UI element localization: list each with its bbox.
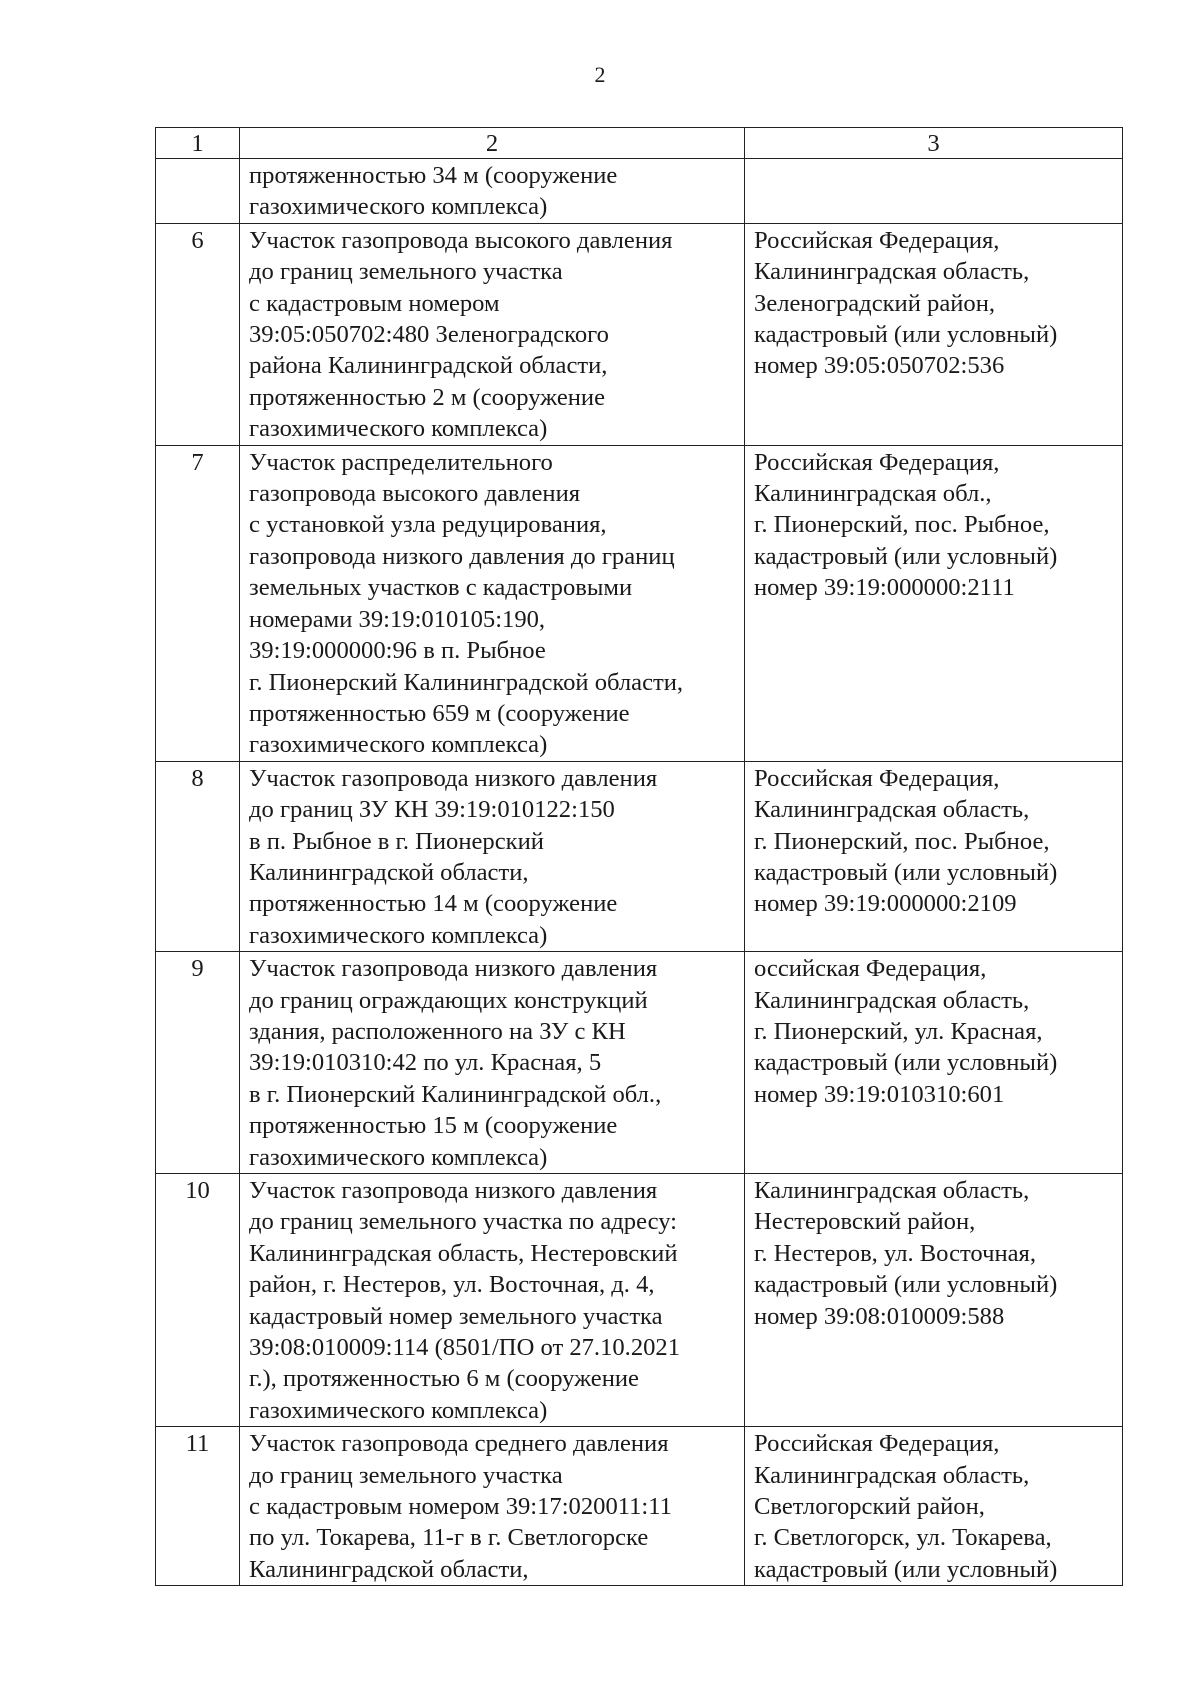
property-table: [155, 127, 1123, 1586]
description-line: Калининградской области,: [249, 1555, 529, 1583]
description-cell: [240, 761, 745, 951]
description-line: протяженностью 659 м (сооружение: [249, 699, 630, 727]
address-line: Калининградская область,: [754, 986, 1030, 1014]
address-line: номер 39:19:000000:2111: [754, 574, 1015, 602]
address-line: Нестеровский район,: [754, 1208, 976, 1236]
description-line: до границ земельного участка: [249, 1461, 563, 1489]
table-row: [156, 1174, 1123, 1427]
description-cell: [240, 223, 745, 445]
address-line: кадастровый (или условный): [754, 1271, 1058, 1299]
description-line: 39:19:000000:96 в п. Рыбное: [249, 637, 546, 665]
description-line: протяженностью 15 м (сооружение: [249, 1112, 618, 1140]
address-line: кадастровый (или условный): [754, 1555, 1058, 1583]
address-line: Российская Федерация,: [754, 448, 1000, 476]
address-line: Калининградская область,: [754, 1461, 1030, 1489]
address-line: номер 39:19:010310:601: [754, 1080, 1005, 1108]
description-line: район, г. Нестеров, ул. Восточная, д. 4,: [249, 1271, 655, 1299]
table-row: [156, 1427, 1123, 1586]
description-line: Участок распределительного: [249, 448, 553, 476]
description-line: района Калининградской области,: [249, 352, 608, 380]
row-number-cell: 7: [156, 445, 240, 761]
description-line: Участок газопровода высокого давления: [249, 226, 673, 254]
description-line: 39:19:010310:42 по ул. Красная, 5: [249, 1049, 602, 1077]
description-line: газохимического комплекса): [249, 1143, 548, 1171]
description-line: с установкой узла редуцирования,: [249, 511, 607, 539]
table-row: [156, 761, 1123, 951]
description-line: в п. Рыбное в г. Пионерский: [249, 827, 544, 855]
description-line: газохимического комплекса): [249, 1396, 548, 1424]
description-line: газохимического комплекса): [249, 921, 548, 949]
description-line: Участок газопровода низкого давления: [249, 955, 658, 983]
address-cell: [745, 761, 1123, 951]
header-cell-3: 3: [745, 128, 1123, 159]
description-line: с кадастровым номером: [249, 289, 500, 317]
table-row: [156, 952, 1123, 1174]
address-line: Калининградская обл.,: [754, 480, 992, 508]
table-row: [156, 159, 1123, 224]
address-line: Калининградская область,: [754, 258, 1030, 286]
description-line: номерами 39:19:010105:190,: [249, 605, 546, 633]
address-line: Зеленоградский район,: [754, 289, 996, 317]
description-line: газопровода низкого давления до границ: [249, 542, 675, 570]
description-line: 39:05:050702:480 Зеленоградского: [249, 321, 609, 349]
description-line: газохимического комплекса): [249, 415, 548, 443]
header-cell-2: 2: [240, 128, 745, 159]
row-number-cell: 8: [156, 761, 240, 951]
address-line: оссийская Федерация,: [754, 955, 987, 983]
description-line: кадастровый номер земельного участка: [249, 1302, 663, 1330]
address-line: кадастровый (или условный): [754, 542, 1058, 570]
address-line: Калининградская область,: [754, 1177, 1030, 1204]
description-cell: [240, 952, 745, 1174]
address-cell: [745, 445, 1123, 761]
description-line: до границ ЗУ КН 39:19:010122:150: [249, 796, 615, 824]
description-line: протяженностью 14 м (сооружение: [249, 890, 618, 918]
description-line: с кадастровым номером 39:17:020011:11: [249, 1493, 672, 1521]
table-row: [156, 445, 1123, 761]
description-line: до границ земельного участка по адресу:: [249, 1208, 678, 1236]
description-cell: [240, 1427, 745, 1586]
description-cell: [240, 445, 745, 761]
address-line: г. Нестеров, ул. Восточная,: [754, 1239, 1036, 1267]
description-cell: [240, 1174, 745, 1427]
description-line: в г. Пионерский Калининградской обл.,: [249, 1080, 662, 1108]
address-cell: [745, 1427, 1123, 1586]
description-line: 39:08:010009:114 (8501/ПО от 27.10.2021: [249, 1334, 681, 1362]
description-line: по ул. Токарева, 11-г в г. Светлогорске: [249, 1524, 649, 1552]
description-line: Калининградская область, Нестеровский: [249, 1239, 678, 1267]
description-cell: [240, 159, 745, 224]
page-number: 2: [594, 62, 606, 87]
address-line: г. Пионерский, пос. Рыбное,: [754, 827, 1050, 855]
row-number-cell: 11: [156, 1427, 240, 1586]
description-line: газопровода высокого давления: [249, 480, 581, 508]
description-line: здания, расположенного на ЗУ с КН: [249, 1017, 626, 1045]
address-cell: [745, 159, 1123, 224]
description-line: газохимического комплекса): [249, 193, 548, 221]
description-line: г. Пионерский Калининградской области,: [249, 668, 684, 696]
address-line: Светлогорский район,: [754, 1493, 985, 1521]
address-cell: [745, 952, 1123, 1174]
address-line: г. Пионерский, ул. Красная,: [754, 1017, 1043, 1045]
row-number-cell: [156, 159, 240, 224]
table-row: [156, 223, 1123, 445]
address-line: номер 39:08:010009:588: [754, 1302, 1005, 1330]
address-cell: [745, 1174, 1123, 1427]
address-line: номер 39:19:000000:2109: [754, 890, 1017, 918]
address-line: Российская Федерация,: [754, 1430, 1000, 1458]
address-line: кадастровый (или условный): [754, 858, 1058, 886]
description-line: протяженностью 2 м (сооружение: [249, 383, 606, 411]
description-line: Участок газопровода низкого давления: [249, 764, 658, 792]
address-line: номер 39:05:050702:536: [754, 352, 1005, 380]
description-line: до границ земельного участка: [249, 258, 563, 286]
header-cell-1: 1: [156, 128, 240, 159]
address-line: Российская Федерация,: [754, 764, 1000, 792]
description-line: до границ ограждающих конструкций: [249, 986, 648, 1014]
description-line: Калининградской области,: [249, 858, 529, 886]
row-number-cell: 6: [156, 223, 240, 445]
address-line: кадастровый (или условный): [754, 321, 1058, 349]
row-number-cell: 10: [156, 1174, 240, 1427]
description-line: г.), протяженностью 6 м (сооружение: [249, 1365, 639, 1393]
description-line: Участок газопровода среднего давления: [249, 1430, 669, 1458]
address-line: Российская Федерация,: [754, 226, 1000, 254]
description-line: Участок газопровода низкого давления: [249, 1177, 658, 1204]
address-line: г. Светлогорск, ул. Токарева,: [754, 1524, 1052, 1552]
address-cell: [745, 223, 1123, 445]
address-line: Калининградская область,: [754, 796, 1030, 824]
table-header-row: [156, 128, 1123, 159]
description-line: земельных участков с кадастровыми: [249, 574, 633, 602]
row-number-cell: 9: [156, 952, 240, 1174]
description-line: газохимического комплекса): [249, 731, 548, 759]
description-line: протяженностью 34 м (сооружение: [249, 162, 618, 189]
address-line: г. Пионерский, пос. Рыбное,: [754, 511, 1050, 539]
address-line: кадастровый (или условный): [754, 1049, 1058, 1077]
